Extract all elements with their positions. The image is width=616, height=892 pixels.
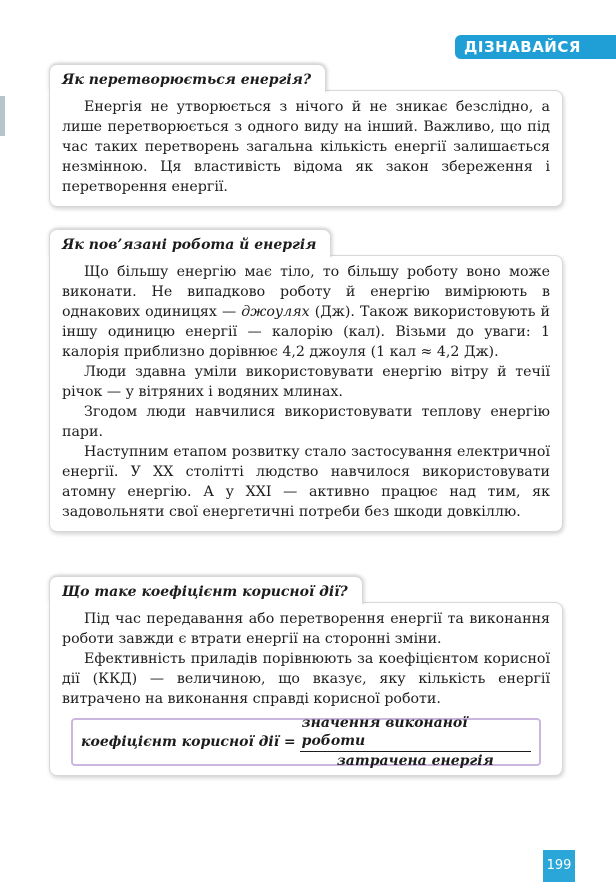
section-card [49, 90, 563, 207]
formula-denominator: затрачена енергія [336, 752, 494, 769]
paragraph: Ефективність приладів порівнюють за коефіцієнтом корисної дії (ККД) — величиною, що вказує, яку кількість енергії витрачено на виконання справді корисної роботи. [62, 651, 550, 707]
section-card [49, 255, 563, 532]
learn-badge: ДІЗНАВАЙСЯ [455, 35, 616, 59]
paragraph: Наступним етапом розвитку стало застосування електричної енергії. У XX столітті людство навчилося використовувати атомну енергію. А у XXI — активно працює над тим, як задовольняти свої енергетичні потреби без шкоди довкіллю. [62, 444, 550, 520]
efficiency-formula [71, 714, 541, 769]
section-card [49, 602, 563, 776]
section-heading: Як перетворюється енергія? [49, 64, 326, 92]
formula-fraction [300, 714, 531, 771]
margin-marker [0, 96, 5, 136]
paragraph: Згодом люди навчилися використовувати теплову енергію пари. [62, 404, 550, 440]
section-heading: Що таке коефіцієнт корисної дії? [49, 576, 363, 604]
paragraph: Що більшу енергію має тіло, то більшу роботу воно може виконати. Не випадково роботу й енергію вимірюють в однакових одиницях — джоулях (Дж). Також використовують й іншу одиницю енергії — калорію (кал). Візьми до уваги: 1 калорія приблизно дорівнює 4,2 джоуля (1 кал ≈ 4,2 Дж). [62, 264, 550, 360]
paragraph: Люди здавна уміли використовувати енергію вітру й течії річок — у вітряних і водяних млинах. [62, 364, 550, 400]
section-heading: Як пов’язані робота й енергія [49, 229, 331, 257]
paragraph: Енергія не утворюється з нічого й не зникає безслідно, а лише перетворюється з одного виду на інший. Важливо, що під час таких перетворень загальна кількість енергії залишається незмінною. Ця властивість відома як закон збереження і перетворення енергії. [62, 99, 550, 195]
page-number: 199 [543, 850, 575, 882]
formula-lhs: коефіцієнт корисної дії = [81, 734, 296, 750]
paragraph: Під час передавання або перетворення енергії та виконання роботи завжди є втрати енергії на сторонні зміни. [62, 611, 550, 647]
formula-numerator: значення виконаної роботи [300, 714, 531, 752]
